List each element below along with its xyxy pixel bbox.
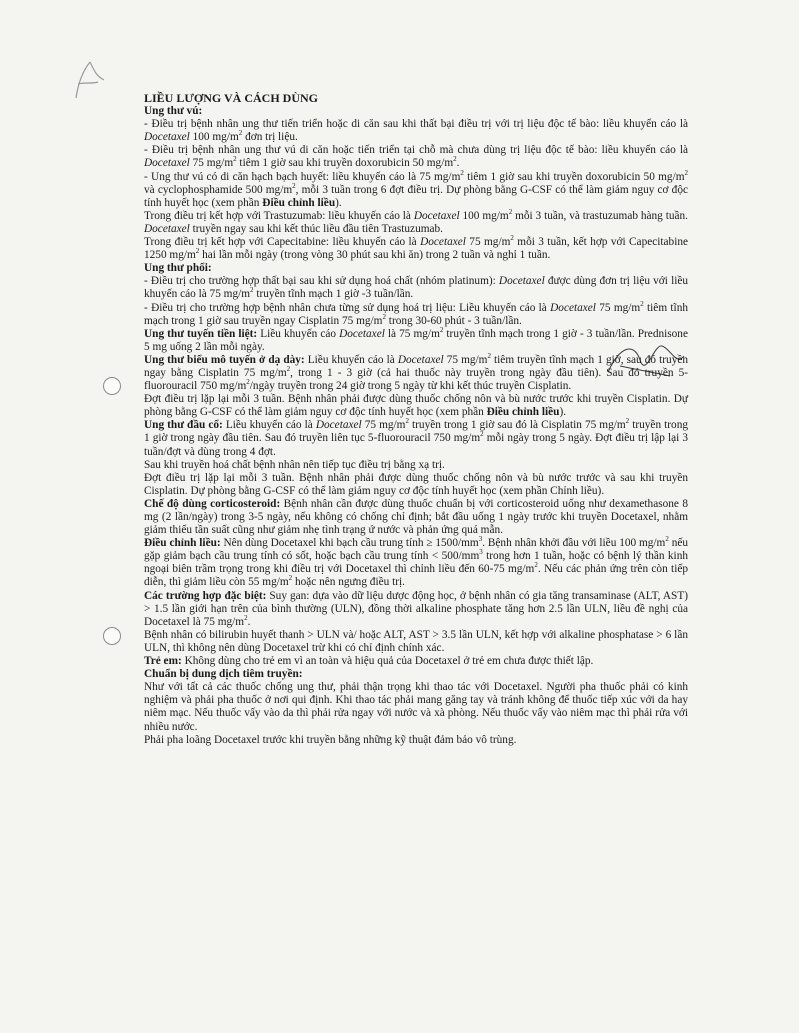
prep-para-2: Phải pha loãng Docetaxel trước khi truyền bằng những kỹ thuật đảm bảo vô trùng.	[144, 733, 517, 746]
breast-para-2: - Điều trị bệnh nhân ung thư vú di căn hoặc tiến triển tại chỗ mà chưa dùng trị liệu độc tế bào: liều khuyến cáo là Docetaxel 75 $mg/m^2$ tiêm 1 giờ sau khi truyền doxorubicin 50 $mg/m^2$.	[144, 144, 688, 170]
punch-hole	[103, 377, 121, 395]
punch-hole	[103, 627, 121, 645]
gastric-para-1: Ung thư biểu mô tuyến ở dạ dày: Liều khuyến cáo là Docetaxel 75 $mg/m^2$ tiêm truyền tĩnh mạch 1 giờ, sau đó truyền ngay bằng Cisplatin 75 $mg/m^2$, trong 1 - 3 giờ (cả hai thuốc này truyền trong ngày đầu tiên). Sau đó truyền 5-fluorouracil 750 $mg/m^2$/ngày truyền trong 24 giờ trong 5 ngày từ khi kết thúc truyền Cisplatin.	[144, 352, 689, 393]
heading-prep: Chuẩn bị dung dịch tiêm truyền:	[144, 668, 303, 681]
cortico-para: Chế độ dùng corticosteroid: Bệnh nhân cần được dùng thuốc chuẩn bị với corticosteroid uống như dexamethasone 8 mg (2 lần/ngày) trong 3-5 ngày, nếu không có chống chỉ định; bắt đầu uống 1 ngày trước khi truyền Docetaxel, nhằm giảm thiểu tần suất cũng như giảm nhẹ tình trạng ứ nước và phản ứng quá mẫn.	[144, 497, 688, 537]
handwritten-mark	[64, 54, 114, 104]
gastric-para-2: Đợt điều trị lặp lại mỗi 3 tuần. Bệnh nhân phải được dùng thuốc chống nôn và bù nước trước khi truyền Cisplatin. Dự phòng bằng G-CSF có thể làm giảm nguy cơ độc tính huyết học (xem phần Điều chỉnh liều).	[144, 393, 688, 419]
headneck-para-1: Ung thư đầu cổ: Liều khuyến cáo là Docetaxel 75 $mg/m^2$ truyền trong 1 giờ sau đó là Cisplatin 75 $mg/m^2$ truyền trong 1 giờ trong ngày đầu tiên. Sau đó truyền liên tục 5-fluorouracil 750 $mg/m^2$ mỗi ngày trong 5 ngày. Đợt điều trị lập lại 3 tuần/đợt và dùng trong 4 đợt.	[144, 417, 689, 458]
prep-para-1: Như với tất cả các thuốc chống ung thư, phải thận trọng khi thao tác với Docetaxel. Người pha thuốc phải có kinh nghiệm và phải pha thuốc ở nơi qui định. Khi thao tác phải mang găng tay và tránh không để thuốc tiếp xúc với da hay niêm mạc. Nếu thuốc vấy vào da thì phải rửa ngay với nước và xà phòng. Nếu thuốc vấy vào niêm mạc thì phải rửa với nhiều nước.	[144, 681, 688, 733]
page-title: LIỀU LƯỢNG VÀ CÁCH DÙNG	[144, 91, 319, 105]
document-body	[144, 92, 688, 747]
heading-breast: Ung thư vú:	[144, 105, 203, 118]
headneck-para-2: Sau khi truyền hoá chất bệnh nhân nên tiếp tục điều trị bằng xạ trị.	[144, 458, 445, 471]
breast-para-4: Trong điều trị kết hợp với Trastuzumab: liều khuyến cáo là Docetaxel 100 $mg/m^2$ mỗi 3 tuần, và trastuzumab hàng tuần. Docetaxel truyền ngay sau khi kết thúc liều đầu tiên Trastuzumab.	[144, 208, 688, 235]
breast-para-5: Trong điều trị kết hợp với Capecitabine: liều khuyến cáo là Docetaxel 75 $mg/m^2$ mỗi 3 tuần, kết hợp với Capecitabine 1250 $mg/m^2$ hai lần mỗi ngày (trong vòng 30 phút sau khi ăn) trong 2 tuần và nghỉ 1 tuần.	[144, 234, 688, 262]
special-para-2: Bệnh nhân có bilirubin huyết thanh > ULN và/ hoặc ALT, AST > 3.5 lần ULN, kết hợp với alkaline phosphatase > 6 lần ULN, thì không nên dùng Docetaxel trừ khi có chỉ định chính xác.	[144, 628, 688, 654]
breast-para-3: - Ung thư vú có di căn hạch bạch huyết: liều khuyến cáo là 75 $mg/m^2$ tiêm 1 giờ sau khi truyền doxorubicin 50 $mg/m^2$ và cyclophosphamide 500 $mg/m^2$, mỗi 3 tuần trong 6 đợt điều trị. Dự phòng bằng G-CSF có thể làm giảm nguy cơ độc tính huyết học (xem phần Điều chỉnh liều).	[144, 168, 688, 209]
headneck-para-3: Đợt điều trị lặp lại mỗi 3 tuần. Bệnh nhân phải được dùng thuốc chống nôn và bù nước trước và sau khi truyền Cisplatin. Dự phòng bằng G-CSF có thể làm giảm nguy cơ độc tính huyết học (xem phần Chỉnh liều).	[144, 471, 688, 497]
adjust-para: Điều chỉnh liều: Nên dùng Docetaxel khi bạch cầu trung tính ≥ $1500/mm^3$. Bệnh nhân khởi đầu với liều 100 $mg/m^2$ nếu gặp giảm bạch cầu trung tính có sốt, hoặc bạch cầu trung tính < $500/mm^3$ trong hơn 1 tuần, hoặc có bệnh lý thần kinh ngoại biên trầm trọng trong khi điều trị với Docetaxel thì chỉnh liều đến 60-75 $mg/m^2$. Nếu các phản ứng trên còn tiếp diễn, thì giảm liều còn 55 $mg/m^2$ hoặc nên ngưng điều trị.	[144, 535, 689, 589]
special-para-1: Các trường hợp đặc biệt: Suy gan: dựa vào dữ liệu dược động học, ở bệnh nhân có gia tăng transaminase (ALT, AST) > 1.5 lần giới hạn trên của bình thường (ULN), đồng thời alkaline phosphate tăng hơn 2.5 lần ULN, liều đề nghị của Docetaxel là 75 $mg/m^2$.	[144, 589, 688, 628]
breast-para-1: - Điều trị bệnh nhân ung thư tiến triển hoặc di căn sau khi thất bại điều trị với trị liệu độc tế bào: liều khuyến cáo là Docetaxel 100 $mg/m^2$ đơn trị liệu.	[144, 118, 688, 144]
lung-para-1: - Điều trị cho trường hợp thất bại sau khi sử dụng hoá chất (nhóm platinum): Docetaxel được dùng đơn trị liệu với liều khuyến cáo là 75 $mg/m^2$ truyền tĩnh mạch 1 giờ -3 tuần/lần.	[144, 275, 689, 301]
prostate-para: Ung thư tuyến tiền liệt: Liều khuyến cáo Docetaxel là 75 $mg/m^2$ truyền tĩnh mạch trong 1 giờ - 3 tuần/lần. Prednisone 5 mg uống 2 lần mỗi ngày.	[144, 325, 688, 353]
lung-para-2: - Điều trị cho trường hợp bệnh nhân chưa từng sử dụng hoá trị liệu: Liều khuyến cáo là Docetaxel 75 $mg/m^2$ tiêm tĩnh mạch trong 1 giờ sau truyền ngay Cisplatin 75 $mg/m^2$ trong 30-60 phút - 3 tuần/lần.	[144, 299, 688, 327]
children-para: Trẻ em: Không dùng cho trẻ em vì an toàn và hiệu quả của Docetaxel ở trẻ em chưa được thiết lập.	[144, 655, 594, 668]
heading-lung: Ung thư phổi:	[144, 262, 212, 275]
